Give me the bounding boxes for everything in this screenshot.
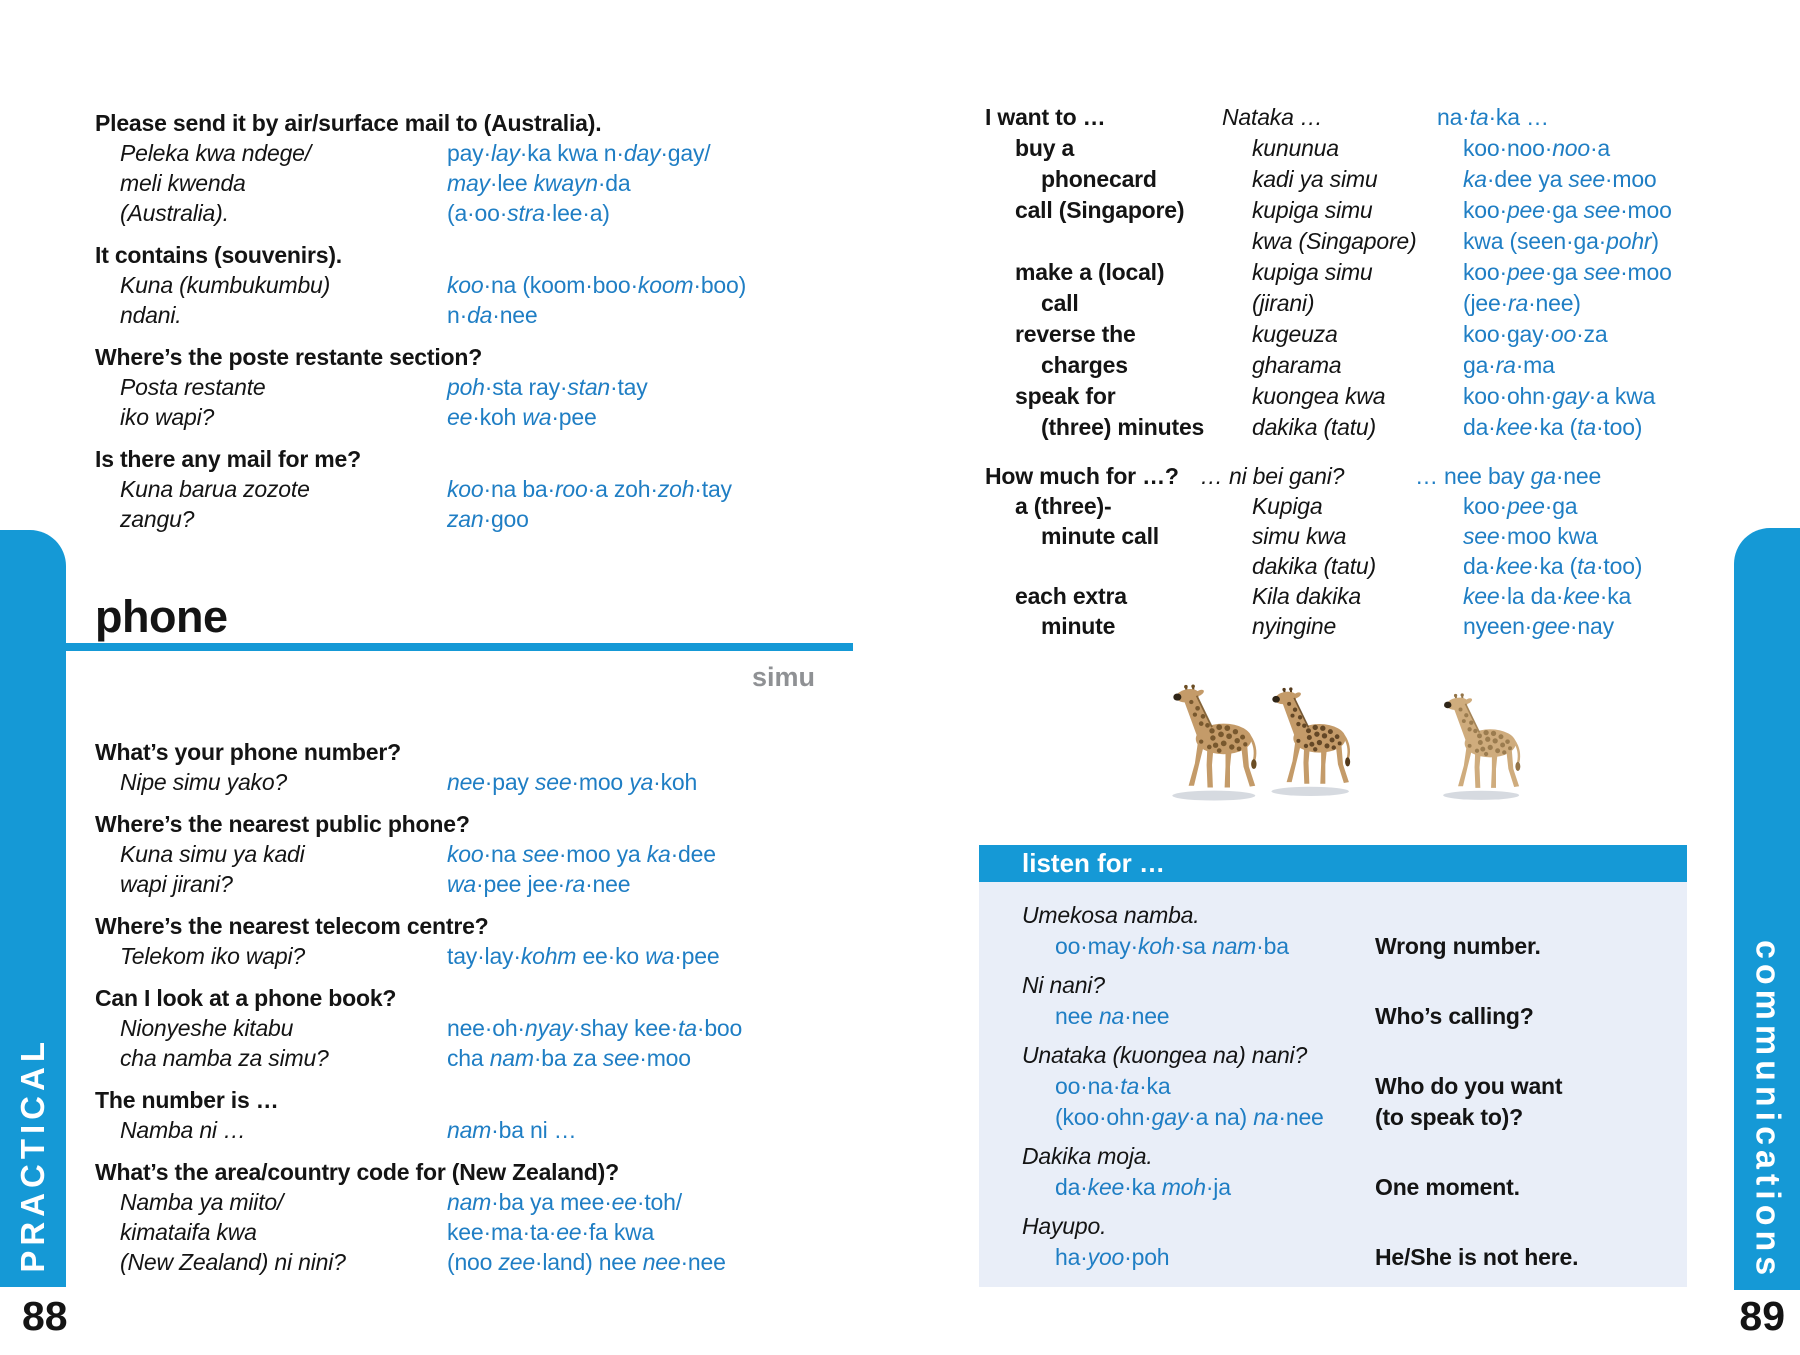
english-text-line: He/She is not here. [1375,1244,1579,1270]
listen-swahili-column [1022,1040,1375,1133]
swahili-text: Namba ya miito/ [120,1189,284,1215]
listen-entry [1022,1040,1667,1133]
phrase-block [95,342,860,432]
giraffe-icon [1430,693,1529,802]
english-phrase: What’s your phone number? [95,739,401,765]
swahili-text: Namba ni … [120,1117,246,1143]
swahili-text: kugeuza [1252,321,1338,347]
practical-chapter-tab [0,530,66,1287]
english-text-line: Who do you want [1375,1073,1563,1099]
phrase-row [95,372,860,402]
english-text: call [1041,290,1079,316]
phrase-row [985,164,1691,195]
english-translation [1375,1071,1667,1133]
listen-entry [1022,970,1667,1032]
swahili-text: dakika (tatu) [1252,414,1376,440]
communications-chapter-tab [1734,528,1800,1290]
pronunciation-text: koo·na ba·roo·a zoh·zoh·tay [447,476,732,502]
swahili-text: Posta restante [120,374,266,400]
phrase-row [985,133,1691,164]
swahili-text: Kuna (kumbukumbu) [120,272,331,298]
swahili-text: (New Zealand) ni nini? [120,1249,346,1275]
english-text: I want to … [985,104,1106,130]
listen-for-entries [979,882,1687,1287]
pronunciation-text: kee·ma·ta·ee·fa kwa [447,1219,655,1245]
swahili-text: nyingine [1252,613,1337,639]
english-text: minute call [1041,523,1159,549]
english-phrase: It contains (souvenirs). [95,242,342,268]
pronunciation-text: koo·pee·ga [1463,493,1578,519]
english-phrase: Where’s the poste restante section? [95,344,483,370]
phrase-block [95,240,860,330]
pronunciation-text: da·kee·ka moh·ja [1055,1174,1231,1200]
pronunciation-text: poh·sta ray·stan·tay [447,374,648,400]
english-text: make a (local) [1015,259,1165,285]
practical-tab-label: PRACTICAL [14,1037,51,1273]
phrase-block [95,108,860,228]
phrase-block [95,737,860,797]
listen-swahili-column [1022,1141,1375,1203]
swahili-text: kuongea kwa [1252,383,1386,409]
english-text: call (Singapore) [1015,197,1185,223]
swahili-text: ndani. [120,302,182,328]
swahili-text: Kuna barua zozote [120,476,310,502]
english-text-line: One moment. [1375,1174,1520,1200]
phrase-row [95,869,860,899]
phrase-row [985,350,1691,381]
swahili-text: … ni bei gani? [1200,463,1345,489]
listen-for-box [979,845,1687,1287]
phrase-block [95,983,860,1073]
english-translation [1375,1242,1667,1273]
swahili-text: dakika (tatu) [1252,553,1376,579]
pronunciation-text: koo·na (koom·boo·koom·boo) [447,272,747,298]
swahili-text: Umekosa namba. [1022,902,1200,928]
pronunciation-text: nee·pay see·moo ya·koh [447,769,698,795]
swahili-text: iko wapi? [120,404,215,430]
pronunciation-text: koo·pee·ga see·moo [1463,197,1672,223]
phrase-row [985,381,1691,412]
english-text: speak for [1015,383,1116,409]
phrase-row [95,767,860,797]
english-translation [1375,931,1667,962]
english-text: buy a [1015,135,1075,161]
swahili-text: (jirani) [1252,290,1315,316]
swahili-text: Kuna simu ya kadi [120,841,305,867]
pronunciation-text: (noo zee·land) nee nee·nee [447,1249,726,1275]
phrase-row [95,1115,860,1145]
phrase-row [95,138,860,168]
pronunciation-text: koo·ohn·gay·a kwa [1463,383,1656,409]
swahili-text: gharama [1252,352,1342,378]
phrase-row [985,319,1691,350]
pronunciation-text: wa·pee jee·ra·nee [447,871,631,897]
pronunciation-text: oo·na·ta·ka [1055,1073,1171,1099]
listen-swahili-column [1022,1211,1375,1273]
english-phrase: Is there any mail for me? [95,446,361,472]
communications-tab-label: communications [1748,939,1787,1280]
swahili-text: kununua [1252,135,1339,161]
english-text: How much for …? [985,463,1179,489]
phrase-row [95,198,860,228]
english-text-line: Wrong number. [1375,933,1541,959]
english-text: reverse the [1015,321,1136,347]
english-translation [1375,1172,1667,1203]
english-text: minute [1041,613,1116,639]
pronunciation-text: oo·may·koh·sa nam·ba [1055,933,1289,959]
phrase-row [95,1043,860,1073]
phrase-row [985,412,1691,443]
phrase-row [95,1013,860,1043]
pronunciation-text: (koo·ohn·gay·a na) na·nee [1055,1104,1324,1130]
listen-swahili-column [1022,970,1375,1032]
page-number-right: 89 [1739,1293,1785,1339]
phrase-row [985,551,1691,581]
phone-section-translation: simu [751,662,815,692]
english-text: a (three)- [1015,493,1112,519]
swahili-text: Ni nani? [1022,972,1105,998]
listen-entry [1022,900,1667,962]
english-phrase: Can I look at a phone book? [95,985,397,1011]
phrase-row [985,521,1691,551]
i-want-to-table [985,102,1691,443]
pronunciation-text: ga·ra·ma [1463,352,1555,378]
swahili-text: wapi jirani? [120,871,233,897]
listen-swahili-column [1022,900,1375,962]
swahili-text: Unataka (kuongea na) nani? [1022,1042,1308,1068]
phrase-row [95,1217,860,1247]
english-text-line: Who’s calling? [1375,1003,1534,1029]
pronunciation-text: nam·ba ni … [447,1117,577,1143]
pronunciation-text: may·lee kwayn·da [447,170,631,196]
pronunciation-text: koo·noo·noo·a [1463,135,1611,161]
pronunciation-text: na·ta·ka … [1437,104,1549,130]
english-text: each extra [1015,583,1127,609]
pronunciation-text: pay·lay·ka kwa n·day·gay/ [447,140,711,166]
swahili-text: Nionyeshe kitabu [120,1015,294,1041]
pronunciation-text: da·kee·ka (ta·too) [1463,553,1643,579]
english-text [985,551,1222,581]
pronunciation-text: nee na·nee [1055,1003,1170,1029]
swahili-text: Peleka kwa ndege/ [120,140,311,166]
swahili-text: Dakika moja. [1022,1143,1153,1169]
phrase-row [95,839,860,869]
listen-for-header [979,845,1687,882]
english-text: (three) minutes [1041,414,1205,440]
english-text [985,226,1222,257]
phrase-block [95,444,860,534]
pronunciation-text: kwa (seen·ga·pohr) [1463,228,1659,254]
phrase-row [985,195,1691,226]
phrase-row [95,1247,860,1277]
pronunciation-text: koo·gay·oo·za [1463,321,1608,347]
phrase-row [95,1187,860,1217]
giraffe-icon [1158,684,1266,803]
pronunciation-text: n·da·nee [447,302,538,328]
phrase-block [95,809,860,899]
phrase-block [95,1085,860,1145]
phrase-row [95,402,860,432]
section-rule [66,643,853,651]
phone-phrase-list [95,737,860,1289]
swahili-text: cha namba za simu? [120,1045,329,1071]
page-number-left: 88 [22,1293,68,1339]
pronunciation-text: see·moo kwa [1463,523,1598,549]
phrase-row [985,461,1691,491]
english-phrase: Please send it by air/surface mail to (Australia). [95,110,602,136]
pronunciation-text: (jee·ra·nee) [1463,290,1581,316]
phrase-row [95,270,860,300]
pronunciation-text: da·kee·ka (ta·too) [1463,414,1643,440]
pronunciation-text: ha·yoo·poh [1055,1244,1170,1270]
pronunciation-text: koo·na see·moo ya ka·dee [447,841,716,867]
swahili-text: Telekom iko wapi? [120,943,305,969]
phrase-row [95,474,860,504]
english-text-line: (to speak to)? [1375,1104,1523,1130]
pronunciation-text: (a·oo·stra·lee·a) [447,200,610,226]
giraffe-illustrations [1150,684,1570,824]
phrase-block [95,1157,860,1277]
swahili-text: Nipe simu yako? [120,769,288,795]
phrase-row [985,288,1691,319]
phrase-row [95,941,860,971]
pronunciation-text: koo·pee·ga see·moo [1463,259,1672,285]
listen-entry [1022,1141,1667,1203]
swahili-text: (Australia). [120,200,229,226]
pronunciation-text: nam·ba ya mee·ee·toh/ [447,1189,682,1215]
english-phrase: Where’s the nearest public phone? [95,811,470,837]
swahili-text: simu kwa [1252,523,1347,549]
pronunciation-text: tay·lay·kohm ee·ko wa·pee [447,943,720,969]
swahili-text: kwa (Singapore) [1252,228,1417,254]
swahili-text: kupiga simu [1252,259,1373,285]
swahili-text: Hayupo. [1022,1213,1107,1239]
listen-for-title: listen for … [1022,848,1166,878]
english-phrase: Where’s the nearest telecom centre? [95,913,489,939]
phrase-row [985,581,1691,611]
how-much-for-table [985,461,1691,641]
pronunciation-text: kee·la da·kee·ka [1463,583,1632,609]
phrase-row [95,504,860,534]
swahili-text: Nataka … [1222,104,1323,130]
pronunciation-text: nee·oh·nyay·shay kee·ta·boo [447,1015,743,1041]
english-translation [1375,1001,1667,1032]
swahili-text: Kupiga [1252,493,1323,519]
pronunciation-text: nyeen·gee·nay [1463,613,1614,639]
swahili-text: Kila dakika [1252,583,1362,609]
swahili-text: kadi ya simu [1252,166,1378,192]
english-text: phonecard [1041,166,1157,192]
phrase-row [985,491,1691,521]
english-phrase: The number is … [95,1087,279,1113]
listen-entry [1022,1211,1667,1273]
mail-phrase-list [95,108,860,546]
swahili-text: kupiga simu [1252,197,1373,223]
english-text: charges [1041,352,1128,378]
phrase-row [985,102,1691,133]
pronunciation-text: … nee bay ga·nee [1415,463,1602,489]
swahili-text: kimataifa kwa [120,1219,257,1245]
pronunciation-text: ka·dee ya see·moo [1463,166,1657,192]
phrase-row [985,226,1691,257]
phrase-row [95,168,860,198]
phrase-block [95,911,860,971]
phrase-row [95,300,860,330]
phone-section-title: phone [95,591,228,642]
giraffe-icon [1258,687,1359,798]
swahili-text: meli kwenda [120,170,246,196]
english-phrase: What’s the area/country code for (New Zealand)? [95,1159,619,1185]
pronunciation-text: zan·goo [447,506,529,532]
phrase-row [985,257,1691,288]
phrase-row [985,611,1691,641]
swahili-text: zangu? [120,506,195,532]
pronunciation-text: ee·koh wa·pee [447,404,597,430]
pronunciation-text: cha nam·ba za see·moo [447,1045,691,1071]
